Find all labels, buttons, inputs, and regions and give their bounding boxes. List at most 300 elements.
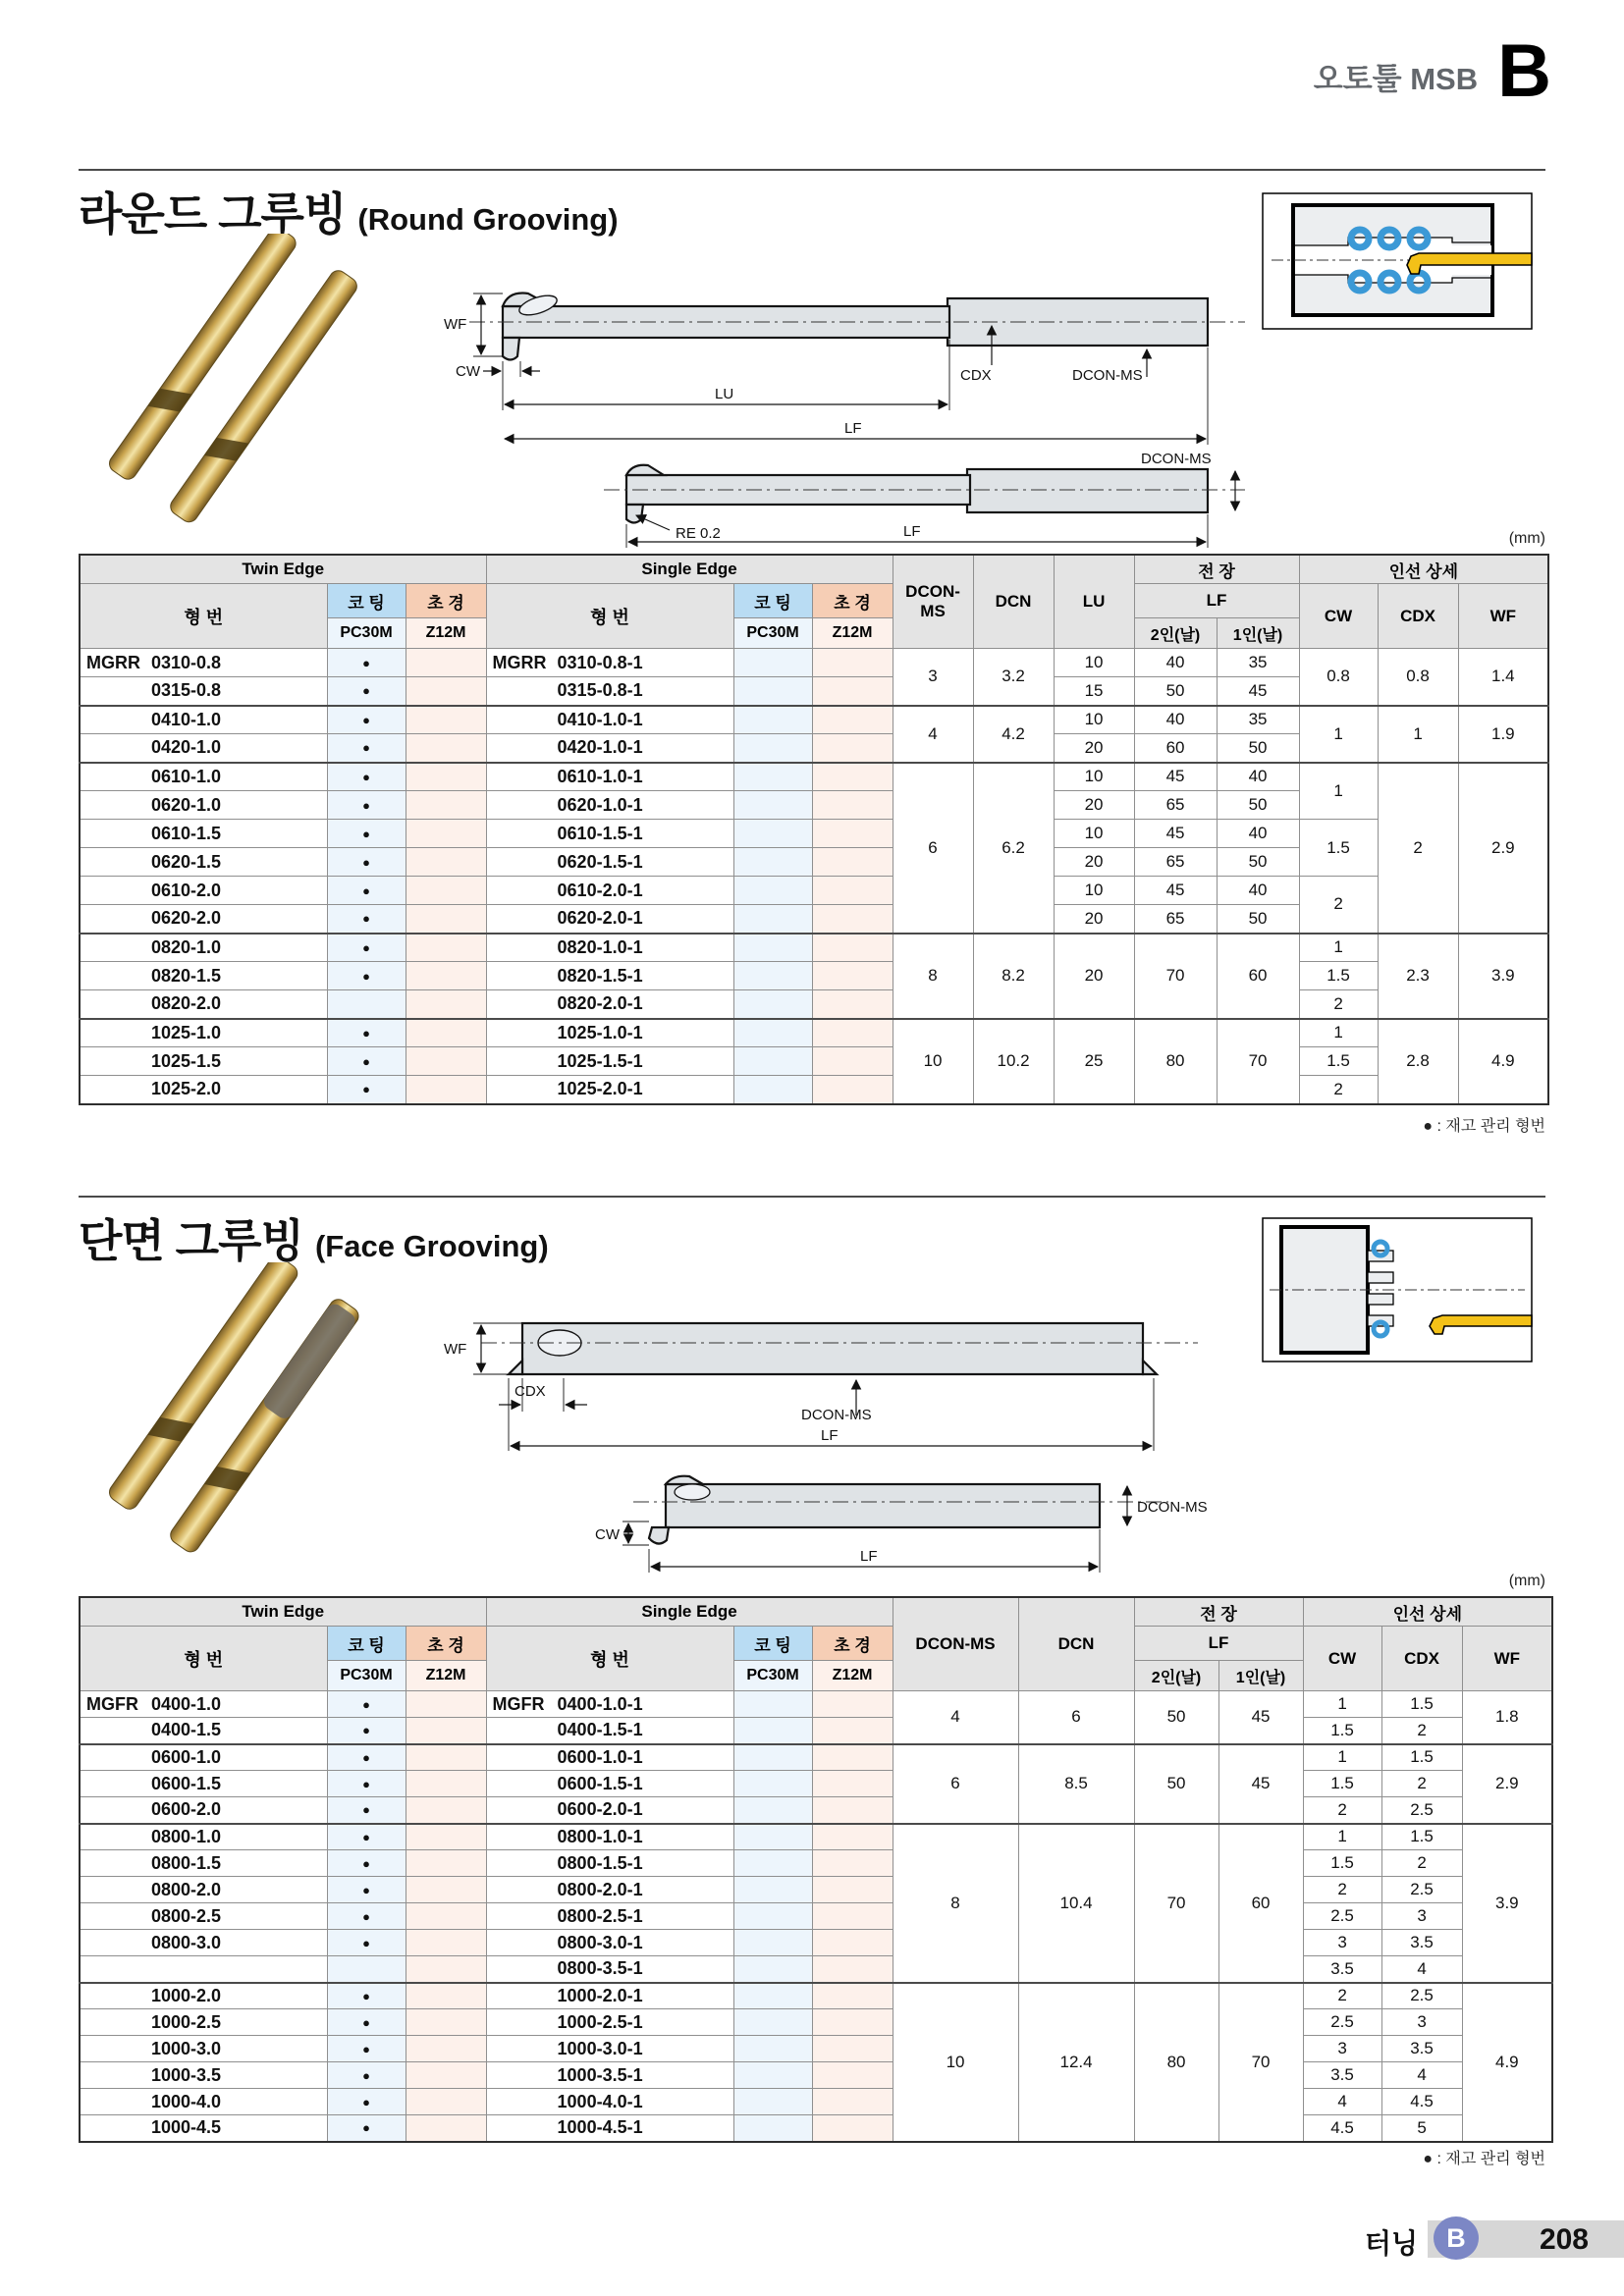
table-cell: 4.5 [1381,2089,1462,2115]
page-number: 208 [1539,2223,1589,2256]
table-cell [812,1047,893,1076]
model-cell [486,1076,733,1104]
table-cell [812,1850,893,1877]
table-cell [406,2115,486,2142]
model-number: 0600-1.5 [151,1773,222,1793]
table-cell [406,649,486,677]
model-cell [486,1956,733,1983]
table-cell: 1.5 [1303,1771,1381,1797]
table-cell: 50 [1217,848,1299,877]
col-pc30m-twin: PC30M [327,618,406,649]
col-coating-single: 코 팅 [733,1627,812,1661]
stock-dot-icon: ● [327,1718,406,1744]
col-coating-single: 코 팅 [733,584,812,618]
table-cell: 2 [1381,1771,1462,1797]
stock-dot-icon: ● [327,2115,406,2142]
table-cell: 3 [1381,1903,1462,1930]
model-cell [80,1771,327,1797]
model-number: 1000-2.0 [151,1985,222,2005]
model-number: 0315-0.8 [151,680,222,701]
model-cell [486,1877,733,1903]
table-cell: 1 [1299,1019,1378,1047]
model-cell [486,934,733,962]
table-cell: 50 [1217,734,1299,763]
col-carbide-twin: 초 경 [406,584,486,618]
table-cell: 10 [1054,877,1134,905]
model-number: 0800-2.5-1 [557,1905,643,1926]
table-cell: 6.2 [973,763,1054,934]
table-cell [733,1930,812,1956]
page-header [1313,29,1551,113]
model-number: 1000-3.5-1 [557,2064,643,2085]
stock-dot-icon: ● [327,1076,406,1104]
model-cell [80,1718,327,1744]
model-number: 0820-1.5 [151,965,222,986]
model-number: 0820-1.5-1 [557,965,643,986]
table-cell: 2.9 [1462,1744,1552,1824]
col-model-twin: 형 번 [80,584,327,649]
col-wf: WF [1458,584,1548,649]
stock-dot-icon: ● [327,2062,406,2089]
model-cell [80,1076,327,1104]
col-pc30m-single: PC30M [733,1661,812,1691]
table-cell [733,2062,812,2089]
table-cell [812,791,893,820]
model-cell [80,848,327,877]
table-cell: 50 [1134,677,1217,706]
table-cell [733,2089,812,2115]
model-cell [486,820,733,848]
table-cell: 10 [1054,763,1134,791]
table-cell [812,1076,893,1104]
model-number: 1000-3.0 [151,2038,222,2058]
col-z12m-single: Z12M [812,618,893,649]
model-number: 0620-2.0 [151,908,222,929]
col-twin-edge: Twin Edge [80,555,486,584]
table-cell [406,1903,486,1930]
stock-note: ● : 재고 관리 형번 [1423,2151,1545,2167]
table-cell: 0.8 [1378,649,1458,706]
model-number: 1000-4.0-1 [557,2091,643,2111]
stock-dot-icon: ● [327,1877,406,1903]
table-cell: 50 [1134,1691,1218,1744]
table-cell: 45 [1218,1691,1303,1744]
title-korean: 단면 그루빙 [79,1215,303,1266]
table-cell: 1 [1303,1691,1381,1718]
model-cell [486,1983,733,2009]
unit-note: (mm) [1508,1573,1545,1589]
table-cell [812,2089,893,2115]
table-cell: 1.5 [1381,1744,1462,1771]
col-z12m-twin: Z12M [406,618,486,649]
model-prefix: MGFR [492,1693,545,1714]
table-cell: 3.9 [1462,1824,1552,1983]
model-number: 0600-2.0-1 [557,1799,643,1820]
brand-title: 오토툴 MSB [1313,62,1479,97]
table-cell [733,1771,812,1797]
model-number: 0310-0.8 [151,652,222,672]
dim-label-lu: LU [715,386,734,402]
model-cell [486,706,733,734]
table-cell [406,1824,486,1850]
table-cell [406,962,486,990]
stock-dot-icon: ● [327,1771,406,1797]
table-cell [812,2009,893,2036]
model-number: 1000-4.0 [151,2091,222,2111]
table-cell: 80 [1134,1019,1217,1104]
col-lf: LF [1134,1627,1303,1661]
model-cell [486,2036,733,2062]
table-cell: 10 [893,1019,973,1104]
table-cell: 1 [1378,706,1458,763]
stock-dot-icon: ● [327,848,406,877]
model-cell [486,990,733,1019]
table-cell: 1.9 [1458,706,1548,763]
model-number: 0800-1.5 [151,1852,222,1873]
table-cell [812,677,893,706]
model-number: 0315-0.8-1 [557,680,643,701]
model-number: 0420-1.0 [151,737,222,758]
model-number: 1025-2.0-1 [557,1079,643,1099]
table-cell [406,1797,486,1824]
table-cell: 45 [1217,677,1299,706]
model-cell [486,848,733,877]
table-cell [733,905,812,934]
model-cell [80,1691,327,1718]
dim-label-dcon: DCON-MS [801,1407,872,1423]
stock-dot-icon: ● [327,877,406,905]
model-cell [486,2009,733,2036]
model-number: 0400-1.5 [151,1720,222,1740]
table-cell [733,1047,812,1076]
table-cell: 80 [1134,1983,1218,2142]
table-cell: 1 [1299,763,1378,820]
table-cell: 4 [893,1691,1018,1744]
model-number: 0800-2.5 [151,1905,222,1926]
model-cell [80,1983,327,2009]
table-cell: 50 [1217,791,1299,820]
col-lf-2blade: 2인(날) [1134,1661,1218,1691]
col-coating-twin: 코 팅 [327,1627,406,1661]
table-cell: 2.5 [1381,1877,1462,1903]
table-cell: 15 [1054,677,1134,706]
table-cell: 20 [1054,934,1134,1019]
table-cell: 1 [1299,706,1378,763]
stock-dot-icon: ● [327,2036,406,2062]
col-edge-detail: 인선 상세 [1299,555,1548,584]
table-cell: 3.5 [1381,2036,1462,2062]
model-cell [486,877,733,905]
table-cell: 70 [1134,1824,1218,1983]
table-cell: 4 [893,706,973,763]
stock-dot-icon: ● [327,1797,406,1824]
model-number: 0610-1.0 [151,766,222,786]
table-cell [406,734,486,763]
model-cell [486,962,733,990]
col-lf-1blade: 1인(날) [1218,1661,1303,1691]
model-cell [80,791,327,820]
model-cell [80,934,327,962]
model-number: 0600-2.0 [151,1799,222,1820]
table-cell: 70 [1218,1983,1303,2142]
model-number: 0800-1.5-1 [557,1852,643,1873]
table-cell [812,1956,893,1983]
stock-dot-icon: ● [327,905,406,934]
stock-dot-icon: ● [327,706,406,734]
table-cell [406,934,486,962]
table-cell [406,1718,486,1744]
table-cell: 3.9 [1458,934,1548,1019]
stock-dot-icon: ● [327,1824,406,1850]
col-cdx: CDX [1381,1627,1462,1691]
dim-label-dcon2: DCON-MS [1141,451,1212,467]
table-cell [406,905,486,934]
table-cell [733,877,812,905]
table-cell [406,1983,486,2009]
table-cell: 1 [1299,934,1378,962]
model-number: 0400-1.0-1 [557,1693,643,1714]
model-number: 1000-4.5 [151,2117,222,2138]
table-header [80,555,1548,649]
dim-label-lf: LF [821,1427,839,1444]
table-cell: 60 [1218,1824,1303,1983]
model-number: 0800-1.0-1 [557,1826,643,1846]
model-number: 0620-1.0 [151,794,222,815]
table-cell: 10 [893,1983,1018,2142]
model-number: 0800-3.0-1 [557,1932,643,1952]
model-cell [80,1019,327,1047]
model-cell [486,905,733,934]
col-cw: CW [1303,1627,1381,1691]
model-number: 0420-1.0-1 [557,737,643,758]
col-z12m-twin: Z12M [406,1661,486,1691]
col-lu: LU [1054,555,1134,649]
title-english: (Face Grooving) [314,1229,549,1263]
model-cell [80,2036,327,2062]
dim-label-lf2: LF [903,523,921,540]
table-cell: 10 [1054,820,1134,848]
model-number: 1000-3.5 [151,2064,222,2085]
model-cell [486,1744,733,1771]
table-cell: 50 [1217,905,1299,934]
footer-category: 터닝 [1364,2228,1418,2259]
table-cell [406,1019,486,1047]
dim-label-wf: WF [444,1341,467,1358]
model-number: 0820-2.0 [151,993,222,1014]
model-prefix: MGRR [492,652,547,672]
table-cell: 0.8 [1299,649,1378,706]
table-cell: 2.5 [1381,1983,1462,2009]
model-number: 0410-1.0-1 [557,709,643,729]
model-number: 0600-1.0 [151,1746,222,1767]
col-lf: LF [1134,584,1299,618]
table-cell: 1 [1303,1744,1381,1771]
table-cell: 12.4 [1018,1983,1134,2142]
table-cell: 4.9 [1458,1019,1548,1104]
table-cell [733,1076,812,1104]
col-coating-twin: 코 팅 [327,584,406,618]
stock-dot-icon: ● [327,763,406,791]
table-cell [406,791,486,820]
stock-dot-icon: ● [327,820,406,848]
table-cell: 40 [1217,877,1299,905]
table-cell: 70 [1134,934,1217,1019]
model-cell [80,1797,327,1824]
model-number: 0610-2.0 [151,880,222,900]
model-cell [486,1903,733,1930]
table-cell: 1.8 [1462,1691,1552,1744]
model-number: 1000-2.0-1 [557,1985,643,2005]
model-number: 0410-1.0 [151,709,222,729]
dim-label-dcon: DCON-MS [1072,367,1143,384]
col-cw: CW [1299,584,1378,649]
col-single-edge: Single Edge [486,555,893,584]
model-number: 1000-3.0-1 [557,2038,643,2058]
table-cell [406,2009,486,2036]
dim-label-wf: WF [444,316,467,333]
model-cell [80,1956,327,1983]
table-cell: 2 [1299,877,1378,934]
table-cell [406,990,486,1019]
model-number: 0820-1.0-1 [557,936,643,957]
table-cell [812,877,893,905]
model-cell [486,1824,733,1850]
dimension-diagram-round [412,218,1257,557]
model-cell [80,706,327,734]
table-cell [733,791,812,820]
table-cell [812,1019,893,1047]
table-cell [733,1718,812,1744]
table-cell [812,990,893,1019]
table-cell [733,677,812,706]
model-number: 1025-1.5 [151,1050,222,1071]
stock-dot-icon: ● [327,2089,406,2115]
model-cell [80,1877,327,1903]
model-cell [80,820,327,848]
model-cell [486,734,733,763]
table-cell [812,905,893,934]
model-number: 0400-1.5-1 [557,1720,643,1740]
table-cell: 3 [1303,1930,1381,1956]
table-cell [733,2115,812,2142]
model-number: 1025-1.0 [151,1022,222,1042]
table-cell: 65 [1134,791,1217,820]
table-cell [406,1850,486,1877]
model-cell [486,1771,733,1797]
dim-label-dcon2: DCON-MS [1137,1499,1208,1516]
stock-dot-icon: ● [327,649,406,677]
table-cell [812,2036,893,2062]
model-cell [486,791,733,820]
model-cell [80,1047,327,1076]
section-divider [79,169,1545,171]
table-cell: 5 [1381,2115,1462,2142]
col-cdx: CDX [1378,584,1458,649]
table-cell [406,706,486,734]
col-lf-1blade: 1인(날) [1217,618,1299,649]
table-cell [733,1744,812,1771]
table-cell: 45 [1134,820,1217,848]
table-cell [812,2062,893,2089]
table-cell [406,2062,486,2089]
table-cell: 45 [1218,1744,1303,1824]
model-number: 1025-1.0-1 [557,1022,643,1042]
col-model-single: 형 번 [486,1627,733,1691]
title-english: (Round Grooving) [357,202,619,237]
table-cell: 20 [1054,791,1134,820]
table-cell: 1.5 [1381,1824,1462,1850]
model-cell [486,677,733,706]
model-cell [80,990,327,1019]
model-cell [486,1047,733,1076]
table-cell: 20 [1054,905,1134,934]
table-cell [406,1771,486,1797]
table-cell [733,848,812,877]
table-cell: 45 [1134,763,1217,791]
round-grooving-table [79,554,1549,1105]
table-cell [733,734,812,763]
model-prefix: MGFR [86,1693,138,1714]
table-cell [812,1691,893,1718]
table-cell: 35 [1217,706,1299,734]
table-cell: 50 [1134,1744,1218,1824]
model-number: 0610-2.0-1 [557,880,643,900]
table-cell: 2 [1378,763,1458,934]
table-cell [812,734,893,763]
stock-dot-icon: ● [327,1744,406,1771]
model-number: 0800-1.0 [151,1826,222,1846]
table-cell: 20 [1054,848,1134,877]
stock-dot-icon: ● [327,1691,406,1718]
table-cell: 40 [1217,820,1299,848]
table-cell [733,1797,812,1824]
model-cell [486,2089,733,2115]
table-cell [733,1903,812,1930]
table-cell: 40 [1134,706,1217,734]
model-cell [80,1824,327,1850]
table-cell: 2 [1303,1797,1381,1824]
model-number: 0800-3.5-1 [557,1958,643,1979]
table-cell: 3 [1303,2036,1381,2062]
table-cell: 2 [1381,1718,1462,1744]
table-cell: 4 [1381,1956,1462,1983]
dim-label-cw: CW [595,1526,620,1543]
model-number: 0610-1.5 [151,823,222,843]
table-cell: 2.9 [1458,763,1548,934]
table-cell [406,1691,486,1718]
table-cell [812,1718,893,1744]
table-cell [812,2115,893,2142]
table-cell [406,2089,486,2115]
table-cell [406,877,486,905]
table-cell: 65 [1134,848,1217,877]
table-cell: 1.5 [1299,820,1378,877]
model-cell [80,1744,327,1771]
table-cell: 40 [1134,649,1217,677]
table-cell [812,1824,893,1850]
model-number: 1000-4.5-1 [557,2117,643,2138]
table-cell: 8.5 [1018,1744,1134,1824]
table-cell [812,1797,893,1824]
dim-label-cdx: CDX [514,1383,546,1400]
table-cell [406,677,486,706]
table-cell: 2 [1381,1850,1462,1877]
table-cell: 1.5 [1299,962,1378,990]
col-pc30m-twin: PC30M [327,1661,406,1691]
table-cell [733,706,812,734]
col-carbide-single: 초 경 [812,1627,893,1661]
table-cell: 6 [893,763,973,934]
